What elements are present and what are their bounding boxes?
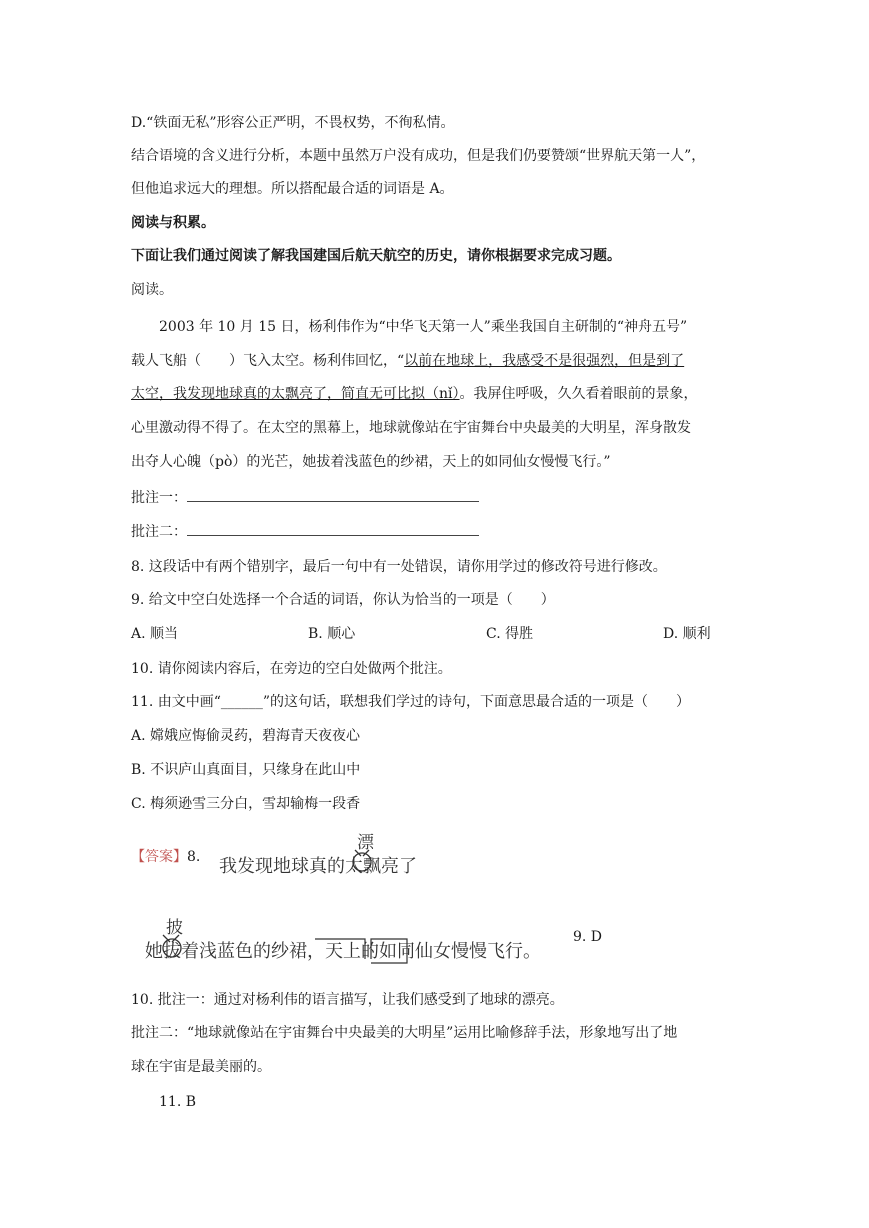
question-10: 10. 请你阅读内容后，在旁边的空白处做两个批注。 xyxy=(131,661,452,677)
answer-8-number: 8. xyxy=(187,849,201,865)
analysis-line-1: 结合语境的含义进行分析，本题中虽然万户没有成功，但是我们仍要赞颂“世界航天第一人”， xyxy=(131,148,706,164)
passage-line-1: 2003 年 10 月 15 日，杨利伟作为“中华飞天第一人”乘坐我国自主研制的“神舟五号” xyxy=(159,319,688,335)
note-1-row xyxy=(131,488,479,508)
q11-option-b: B. 不识庐山真面目，只缘身在此山中 xyxy=(131,762,361,778)
answer-8-row xyxy=(131,847,200,867)
option-d-text: D.“铁面无私”形容公正严明，不畏权势，不徇私情。 xyxy=(131,115,455,131)
passage-line-4: 心里激动得不得了。在太空的黑幕上，地球就像站在宇宙舞台中央最美的大明星，浑身散发 xyxy=(131,420,691,436)
q9-option-b: B. 顺心 xyxy=(308,626,356,642)
answer-9: 9. D xyxy=(573,929,603,945)
correction-1-character: 漂 xyxy=(357,833,374,853)
note-2-blank-line xyxy=(187,525,479,536)
note-1-blank-line xyxy=(187,491,479,502)
note-2-row xyxy=(131,522,479,542)
passage-line-2-part-b: ）飞入太空。杨利伟回忆，“ xyxy=(229,353,405,369)
note-2-label: 批注二： xyxy=(131,524,187,540)
correction-image-2 xyxy=(145,913,541,968)
question-9: 9. 给文中空白处选择一个合适的词语，你认为恰当的一项是（ ） xyxy=(131,592,555,608)
answer-11: 11. B xyxy=(159,1094,197,1110)
underlined-sentence-part-2: 太空，我发现地球真的太飘亮了，简直无可比拟（nǐ） xyxy=(131,386,460,402)
correction-1-marks xyxy=(215,828,415,878)
correction-2-sentence: 她拔着浅蓝色的纱裙，天上的如同仙女慢慢飞行。 xyxy=(145,941,541,962)
answer-tag: 【答案】 xyxy=(131,849,187,865)
passage-line-3 xyxy=(131,384,698,404)
q11-option-a: A. 嫦娥应悔偷灵药，碧海青天夜夜心 xyxy=(131,728,361,744)
read-label: 阅读。 xyxy=(131,282,173,298)
note-1-label: 批注一： xyxy=(131,490,187,506)
section-intro: 下面让我们通过阅读了解我国建国后航天航空的历史，请你根据要求完成习题。 xyxy=(131,248,621,264)
answer-10-note-1: 10. 批注一：通过对杨利伟的语言描写，让我们感受到了地球的漂亮。 xyxy=(131,992,564,1008)
q11-option-c: C. 梅须逊雪三分白，雪却输梅一段香 xyxy=(131,796,361,812)
correction-2-character: 披 xyxy=(166,918,183,938)
question-11: 11. 由文中画“______”的这句话，联想我们学过的诗句，下面意思最合适的一项是（ ） xyxy=(131,694,691,710)
q9-option-c: C. 得胜 xyxy=(486,626,534,642)
answer-10-note-2-line-2: 球在宇宙是最美丽的。 xyxy=(131,1059,271,1075)
passage-line-5: 出夺人心魄（pò）的光芒，她拔着浅蓝色的纱裙，天上的如同仙女慢慢飞行。” xyxy=(131,454,611,470)
correction-2-marks xyxy=(145,913,525,968)
section-title: 阅读与积累。 xyxy=(131,215,215,231)
correction-1-sentence: 我发现地球真的太飘亮了 xyxy=(219,856,417,877)
correction-image-1 xyxy=(215,828,415,878)
passage-line-2 xyxy=(131,351,684,371)
analysis-line-2: 但他追求远大的理想。所以搭配最合适的词语是 A。 xyxy=(131,181,454,197)
passage-line-3-rest: 。我屏住呼吸，久久看着眼前的景象， xyxy=(459,386,698,402)
underlined-sentence-part-1: 以前在地球上，我感受不是很强烈，但是到了 xyxy=(404,353,685,369)
question-8: 8. 这段话中有两个错别字，最后一句中有一处错误，请你用学过的修改符号进行修改。 xyxy=(131,559,667,575)
answer-10-note-2-line-1: 批注二：“地球就像站在宇宙舞台中央最美的大明星”运用比喻修辞手法，形象地写出了地 xyxy=(131,1025,678,1041)
q9-option-d: D. 顺利 xyxy=(663,626,711,642)
passage-line-2-part-a: 载人飞船（ xyxy=(131,353,201,369)
q9-option-a: A. 顺当 xyxy=(131,626,179,642)
